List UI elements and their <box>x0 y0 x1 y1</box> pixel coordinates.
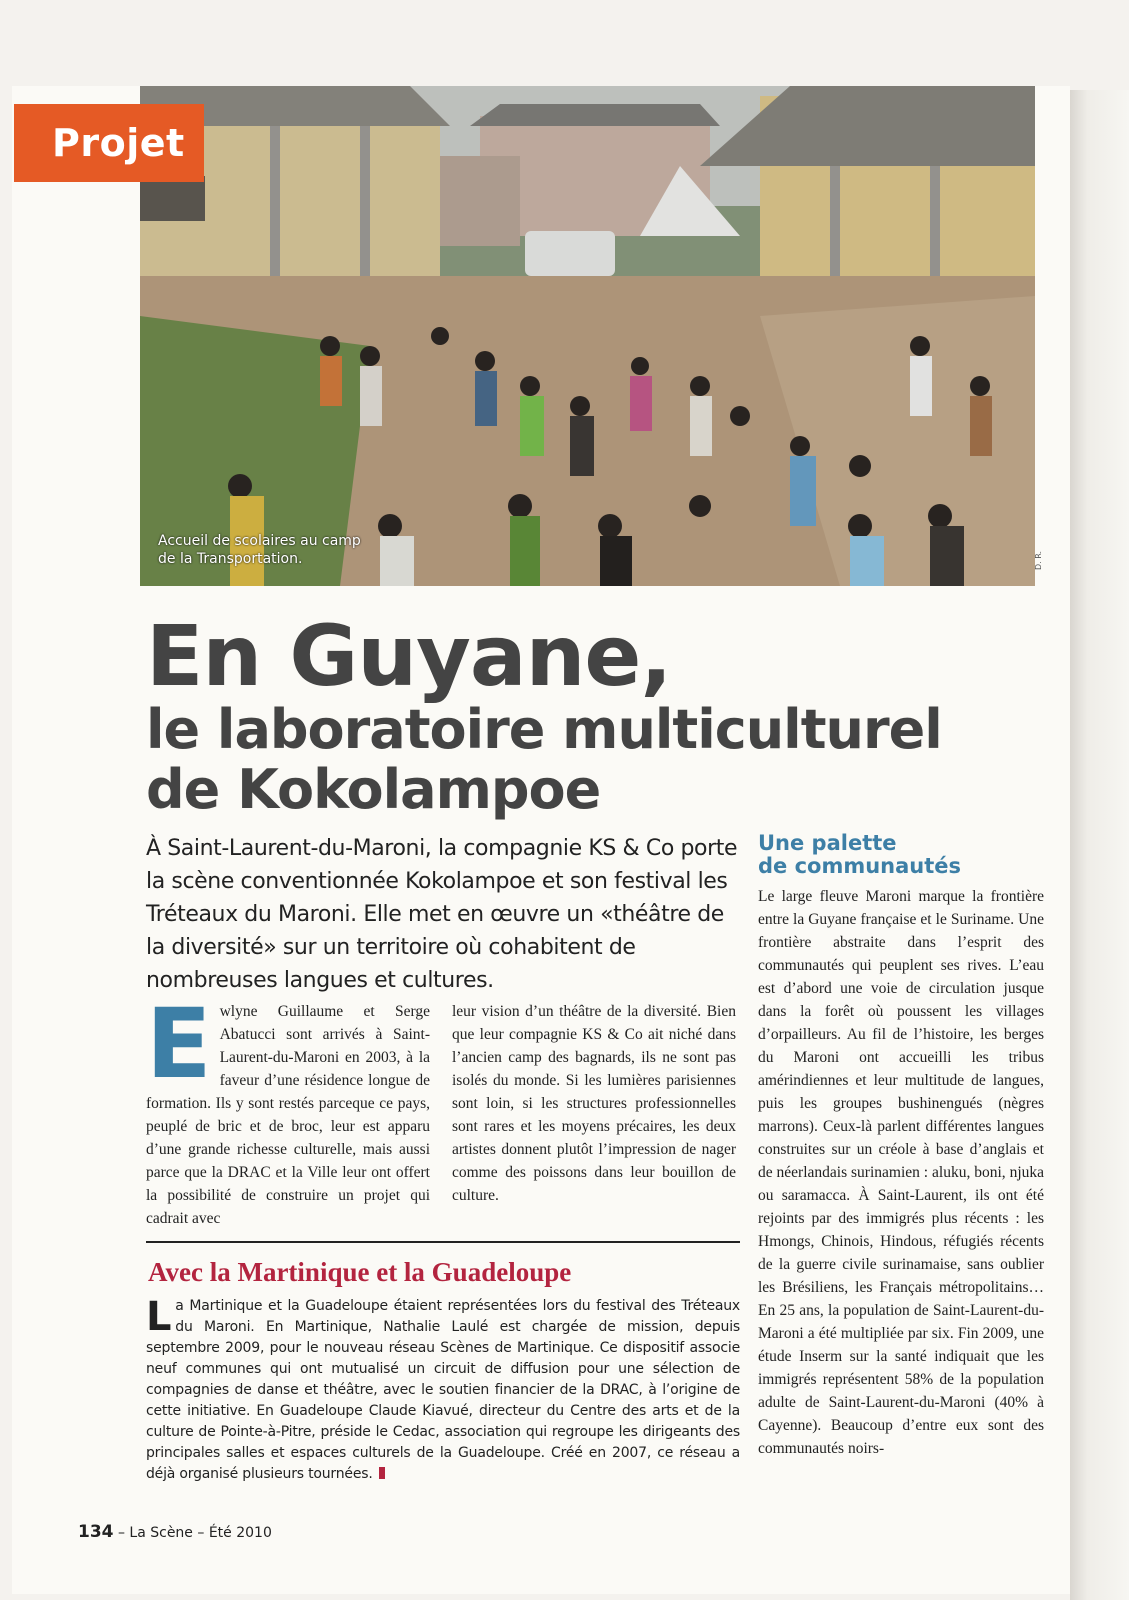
page-footer <box>78 1522 272 1542</box>
facing-page-edge <box>1070 90 1129 1600</box>
sidebar-box-title: Avec la Martinique et la Guadeloupe <box>148 1257 572 1287</box>
headline-line-2: le laboratoire multiculturel <box>146 698 942 761</box>
caption-line-2: de la Transportation. <box>158 551 303 567</box>
headline-line-1: En Guyane, <box>146 607 672 705</box>
issue-date: Été 2010 <box>208 1525 272 1541</box>
subhead-line-2: de communautés <box>758 854 962 878</box>
box-drop-cap: L <box>146 1294 172 1340</box>
column-1-text: wlyne Guillaume et Serge Abatucci sont arrivés à Saint-Laurent-du-Maroni en 2003, à la faveur d’une résidence longue de formation. Ils y sont restés parceque ce pays, peuplé de bric et de broc, leur est apparu d’une grande richesse culturelle, mais aussi parce que la DRAC et la Ville leur ont offert la possibilité de construire un projet qui cadrait avec <box>146 1003 430 1227</box>
subhead-line-1: Une palette <box>758 831 897 855</box>
section-tab: Projet <box>14 104 204 182</box>
end-mark-icon <box>379 1467 385 1479</box>
article-column-2: leur vision d’un théâtre de la diversité. Bien que leur compagnie KS & Co ait niché dans l’ancien camp des bagnards, ils ne sont pas isolés du monde. Si les lumières parisiennes sont loin, si les structures professionnelles sont rares et les moyens précaires, les deux artistes donnent plutôt l’impression de nager comme des poissons dans leur bouillon de culture. <box>452 1003 736 1204</box>
headline-line-3: de Kokolampoe <box>146 758 601 821</box>
photo-credit: D. R. <box>1034 550 1043 570</box>
box-divider <box>146 1241 740 1243</box>
photo-caption <box>158 532 361 568</box>
subhead <box>758 832 961 878</box>
article-lead: À Saint-Laurent-du-Maroni, la compagnie KS & Co porte la scène conventionnée Kokolampoe et son festival les Tréteaux du Maroni. Elle met en œuvre un «théâtre de la diversité» sur un territoire où cohabitent de nombreuses langues et cultures. <box>146 836 738 993</box>
publication-name: – La Scène – <box>117 1525 205 1541</box>
box-body: a Martinique et la Guadeloupe étaient représentées lors du festival des Tréteaux du Maroni. En Martinique, Nathalie Laulé est chargée de mission, depuis septembre 2009, pour le nouveau réseau Scènes de Martinique. Ce dispositif associe neuf communes qui ont mutualisé un circuit de diffusion pour une sélection de compagnies de danse et théâtre, avec le soutien financier de la DRAC, à l’origine de cette initiative. En Guadeloupe Claude Kiavué, directeur du Centre des arts et de la culture de Pointe-à-Pitre, préside le Cedac, association qui regroupe les dirigeants des principales salles et espaces culturels de la Guadeloupe. Créé en 2007, ce réseau a déjà organisé plusieurs tournées. <box>146 1298 740 1482</box>
sidebar-box-text <box>146 1296 740 1485</box>
article-photo <box>140 86 1035 586</box>
article-column-3: Le large fleuve Maroni marque la frontière entre la Guyane française et le Suriname. Une frontière abstraite dans l’esprit des communautés qui peuplent ses rives. L’eau est d’abord une voie de circulation jusque dans la forêt où poussent les villages d’orpailleurs. Au fil de l’histoire, les berges du Maroni ont accueilli les tribus amérindiennes et leur multitude de langues, puis les groupes bushinengués (nègres marrons). Ceux-là parlent différentes langues construites sur un créole à base d’anglais et de néerlandais surinamien : aluku, boni, njuka ou saramacca. À Saint-Laurent, ils ont été rejoints par des immigrés plus récents : les Hmongs, Chinois, Hindous, réfugiés récents de la guerre civile surinamaise, sans oublier les Brésiliens, les Français métropolitains… En 25 ans, la population de Saint-Laurent-du-Maroni a été multipliée par six. Fin 2009, une étude Inserm sur la santé indiquait que les immigrés représentent 58% de la population adulte de Saint-Laurent-du-Maroni (40% à Cayenne). Beaucoup d’entre eux sont des communautés noirs- <box>758 888 1044 1457</box>
headline <box>146 607 942 821</box>
caption-line-1: Accueil de scolaires au camp <box>158 533 361 549</box>
page-number: 134 <box>78 1522 114 1542</box>
drop-cap: E <box>146 988 212 1100</box>
article-column-1 <box>146 988 430 1230</box>
